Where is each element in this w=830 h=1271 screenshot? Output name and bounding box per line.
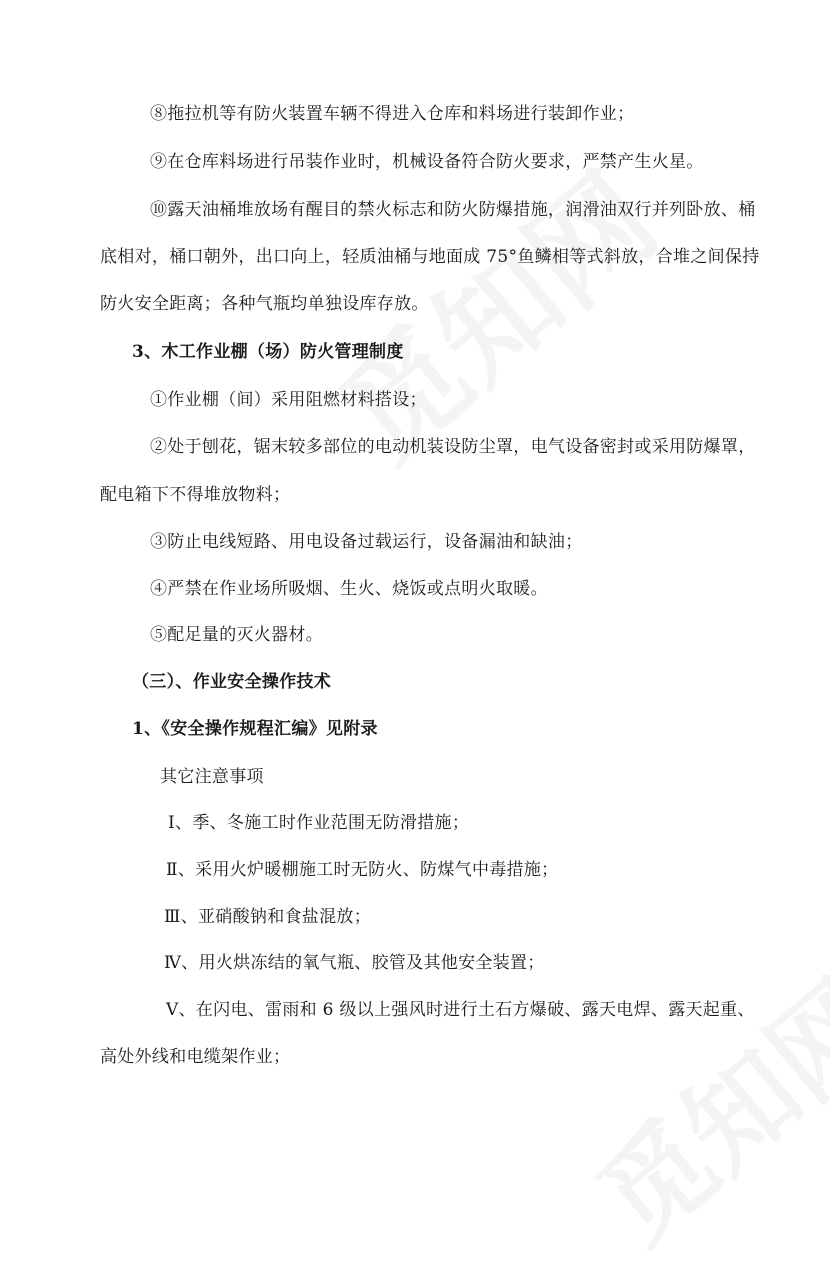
section-heading: （三）、作业安全操作技术 [132,672,332,692]
paragraph-line: Ⅴ、在闪电、雷雨和 6 级以上强风时进行土石方爆破、露天电焊、露天起重、 [166,1000,755,1020]
paragraph-line: Ⅱ、采用火炉暖棚施工时无防火、防煤气中毒措施； [166,860,559,880]
section-heading: 3、木工作业棚（场）防火管理制度 [132,342,404,362]
paragraph-line: Ⅰ、季、冬施工时作业范围无防滑措施； [168,813,470,833]
paragraph-line: Ⅳ、用火烘冻结的氧气瓶、胶管及其他安全装置； [164,953,545,973]
paragraph-line: ②处于刨花，锯末较多部位的电动机装设防尘罩，电气设备密封或采用防爆罩， [150,437,756,457]
watermark [560,938,830,1271]
paragraph-line: ⑩露天油桶堆放场有醒目的禁火标志和防火防爆措施，润滑油双行并列卧放、桶 [150,200,756,220]
paragraph-line: 高处外线和电缆架作业； [100,1047,291,1067]
paragraph-line: 其它注意事项 [160,767,264,787]
paragraph-line: 配电箱下不得堆放物料； [100,485,291,505]
paragraph-line: ⑧拖拉机等有防火装置车辆不得进入仓库和料场进行装卸作业； [150,104,635,124]
paragraph-line: ③防止电线短路、用电设备过载运行，设备漏油和缺油； [150,532,583,552]
paragraph-line: 底相对，桶口朝外，出口向上，轻质油桶与地面成 75°鱼鳞相等式斜放，合堆之间保持 [100,247,760,267]
paragraph-line: ⑨在仓库料场进行吊装作业时，机械设备符合防火要求，严禁产生火星。 [150,152,704,172]
paragraph-line: ④严禁在作业场所吸烟、生火、烧饭或点明火取暖。 [150,579,548,599]
paragraph-line: ①作业棚（间）采用阻燃材料搭设； [150,390,427,410]
paragraph-line: Ⅲ、亚硝酸钠和食盐混放； [164,907,371,927]
section-heading: 1、《安全操作规程汇编》见附录 [132,719,378,739]
paragraph-line: 防火安全距离；各种气瓶均单独设库存放。 [100,294,429,314]
paragraph-line: ⑤配足量的灭火器材。 [150,625,323,645]
